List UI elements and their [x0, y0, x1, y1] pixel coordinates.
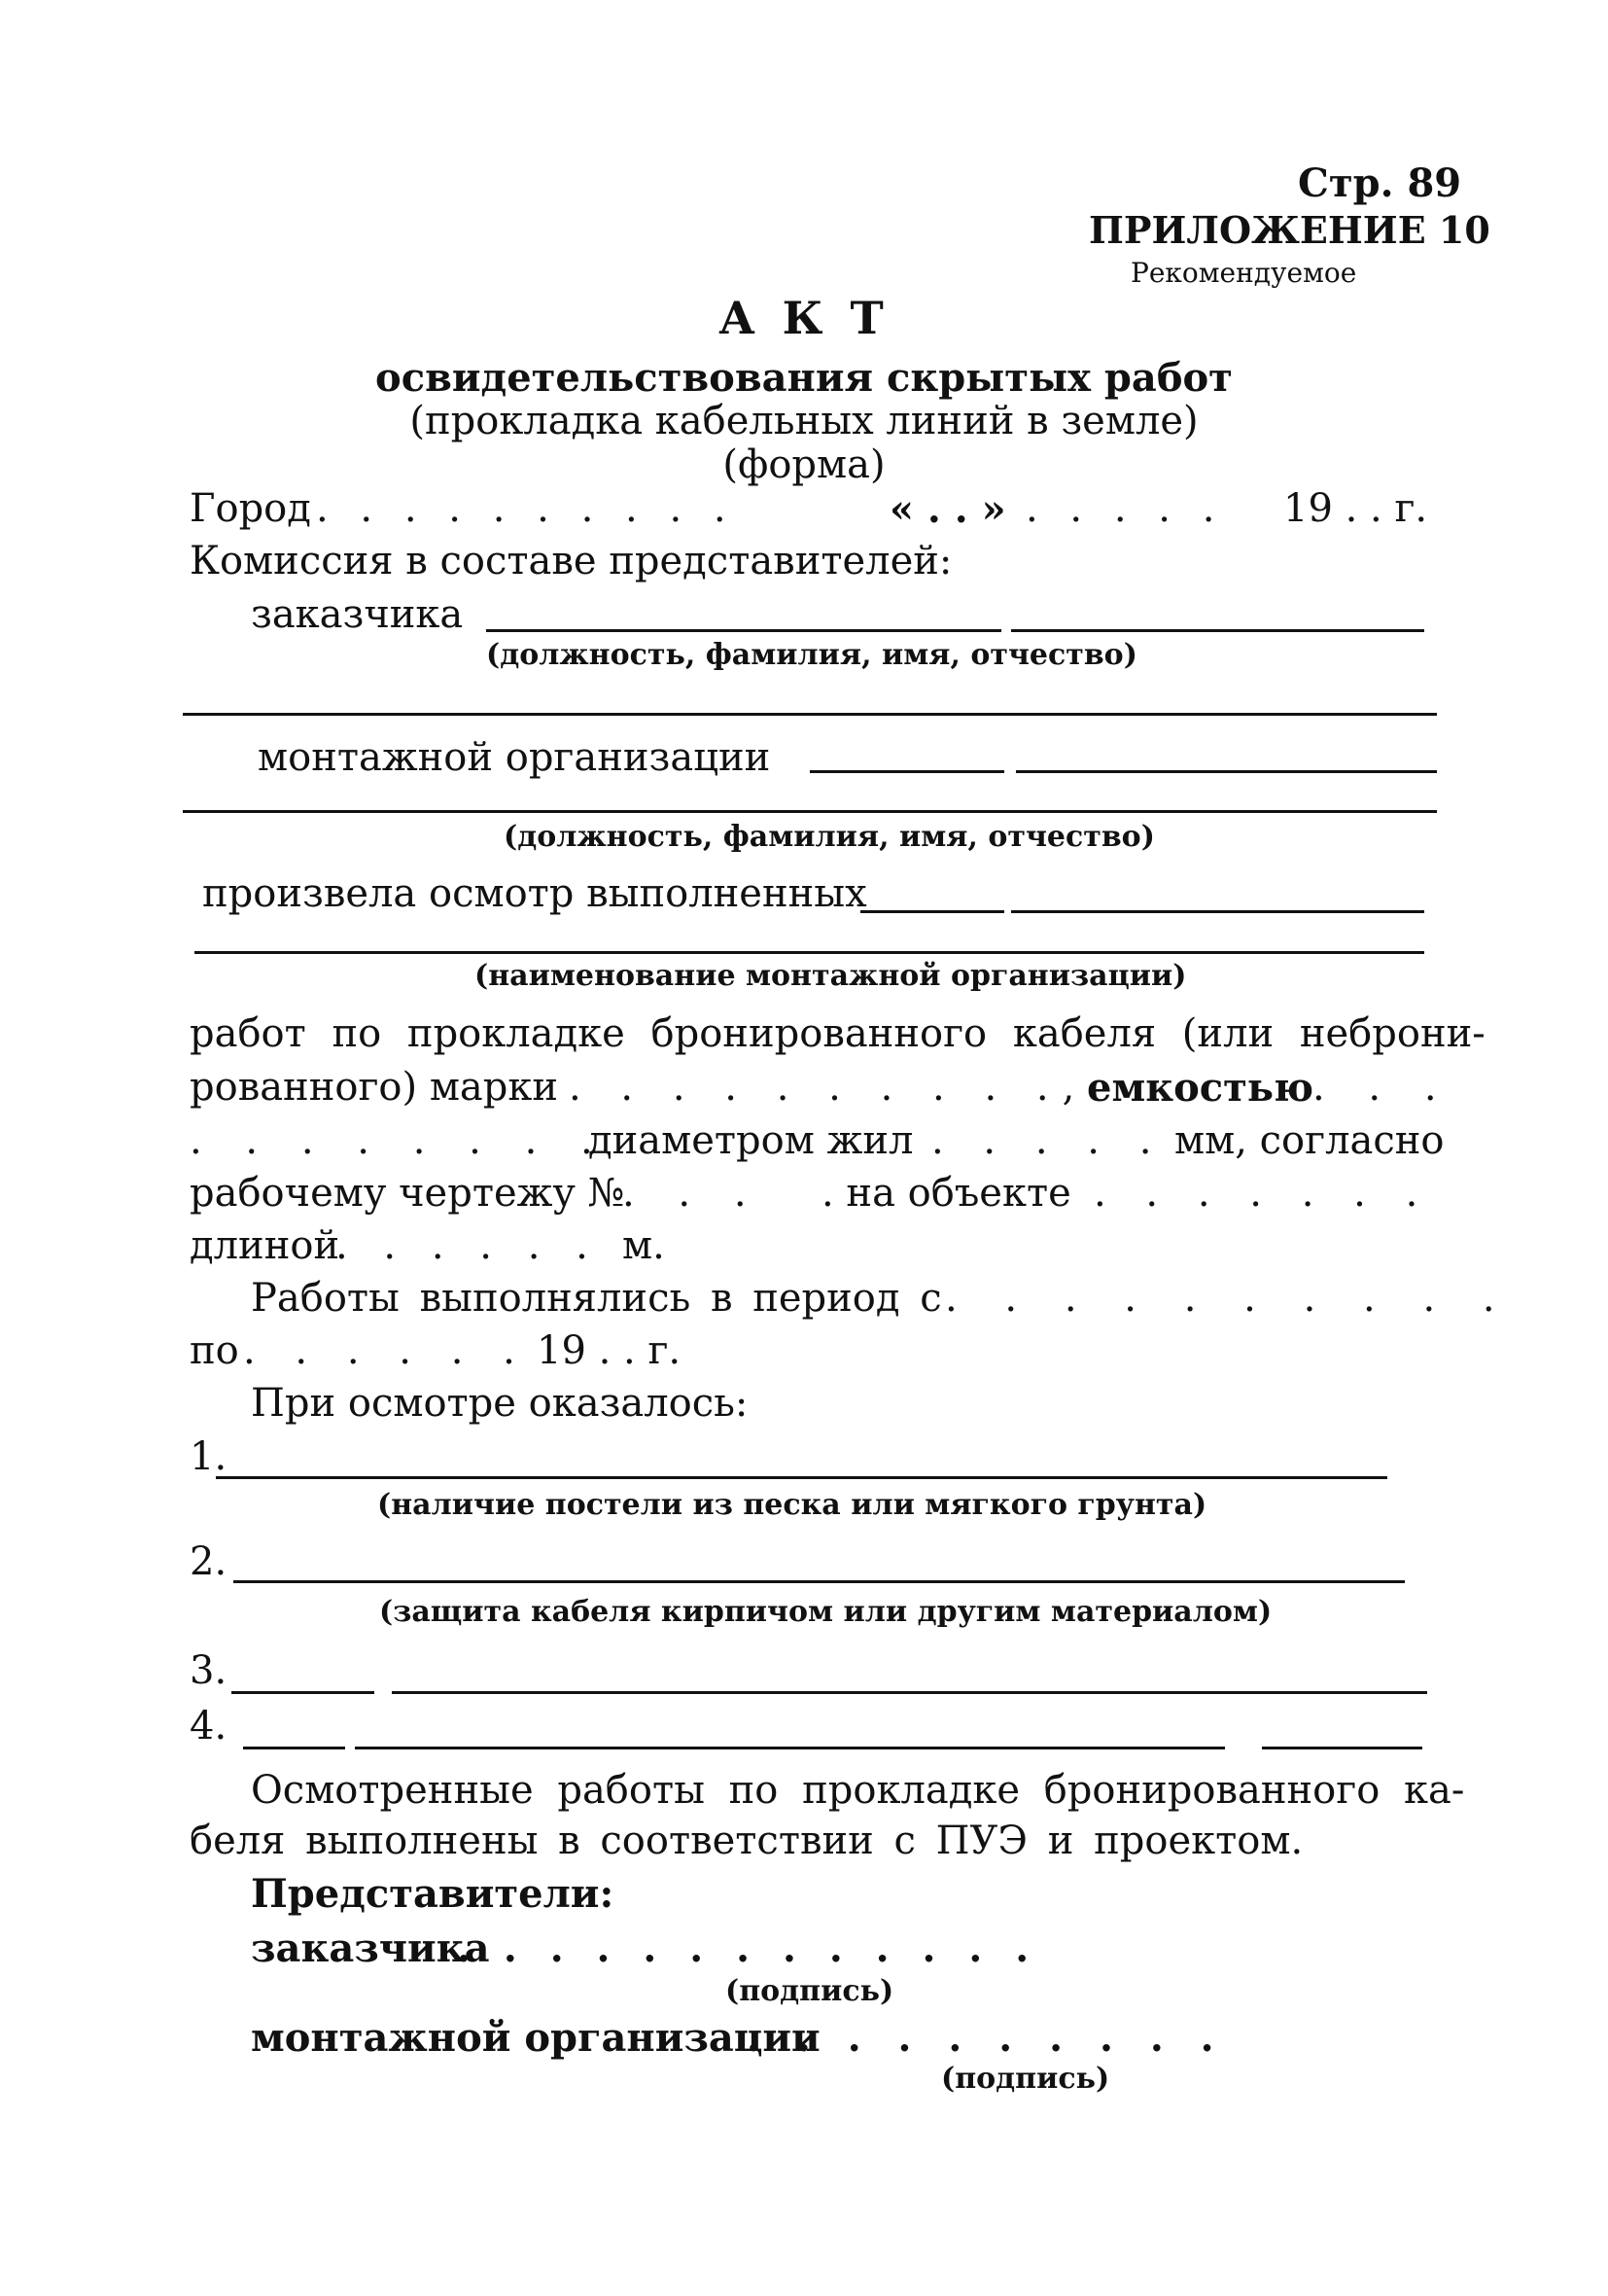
- capacity-dots-2[interactable]: . . . . . . . .: [190, 1118, 609, 1163]
- inspected-label: произвела осмотр выполненных: [202, 871, 867, 916]
- length-dots[interactable]: . . . . . .: [335, 1223, 600, 1268]
- installer-name-line-2[interactable]: [1016, 770, 1437, 773]
- act-title: А К Т: [718, 292, 890, 344]
- installer-name-line-3[interactable]: [183, 810, 1437, 813]
- finding-1-line[interactable]: [216, 1476, 1387, 1479]
- body-line-2a: рованного) марки: [190, 1065, 559, 1110]
- signature-installer-caption: (подпись): [941, 2062, 1110, 2096]
- finding-3-line-2[interactable]: [392, 1691, 1427, 1694]
- conclusion-line-2: беля выполнены в соответствии с ПУЭ и проектом.: [190, 1819, 1304, 1863]
- city-label: Город: [190, 486, 311, 531]
- period-from-dots[interactable]: . . . . . . . . . .: [945, 1276, 1513, 1321]
- installer-name-line-1[interactable]: [810, 770, 1004, 773]
- inspected-line-1[interactable]: [860, 910, 1004, 913]
- diameter-dots[interactable]: . . . . .: [931, 1118, 1166, 1163]
- inspected-line-3[interactable]: [194, 951, 1424, 954]
- object-dots[interactable]: . . . . . . .: [1094, 1171, 1432, 1216]
- drawing-number-dots[interactable]: . . .: [622, 1171, 762, 1216]
- body-line-5a: длиной: [190, 1223, 340, 1268]
- signatures-title: Представители:: [251, 1871, 614, 1917]
- body-line-1: работ по прокладке бронированного кабеля (или неброни-: [190, 1011, 1486, 1056]
- finding-4-line-1[interactable]: [243, 1747, 345, 1749]
- installer-caption: (должность, фамилия, имя, отчество): [504, 820, 1155, 854]
- finding-3-line-1[interactable]: [231, 1691, 374, 1694]
- capacity-dots[interactable]: . . .: [1312, 1065, 1452, 1110]
- commission-intro: Комиссия в составе представителей:: [190, 539, 953, 583]
- conclusion-line-1: Осмотренные работы по прокладке бронированного ка-: [251, 1768, 1465, 1813]
- finding-1-caption: (наличие постели из песка или мягкого грунта): [377, 1488, 1207, 1522]
- date-year[interactable]: 19 . . г.: [1283, 486, 1428, 531]
- act-subtitle-3: (форма): [722, 442, 886, 487]
- body-line-3a: диаметром жил: [588, 1118, 914, 1163]
- signature-customer-dots[interactable]: . . . . . . . . . . . . .: [457, 1925, 1039, 1971]
- signature-installer-label: монтажной организации: [251, 2015, 821, 2061]
- customer-caption: (должность, фамилия, имя, отчество): [486, 638, 1137, 672]
- customer-name-line-1[interactable]: [486, 629, 1001, 632]
- finding-1-number: 1.: [190, 1434, 227, 1479]
- finding-2-line[interactable]: [233, 1580, 1405, 1583]
- act-subtitle-2: (прокладка кабельных линий в земле): [409, 399, 1199, 443]
- customer-label: заказчика: [251, 592, 464, 637]
- period-to-dots[interactable]: . . . . . .: [243, 1328, 529, 1373]
- signature-installer-dots[interactable]: . . . . . . . . . .: [747, 2015, 1226, 2061]
- date-month-dots[interactable]: . . . . .: [1026, 486, 1225, 531]
- period-to-label: по: [190, 1328, 239, 1373]
- body-line-5b: м.: [622, 1223, 665, 1268]
- finding-2-caption: (защита кабеля кирпичом или другим материалом): [379, 1595, 1273, 1629]
- period-label: Работы выполнялись в период с: [251, 1276, 942, 1321]
- body-line-4b: . на объекте: [821, 1171, 1071, 1216]
- page-number: Стр. 89: [1298, 160, 1462, 206]
- customer-name-line-3[interactable]: [183, 713, 1437, 716]
- found-label: При осмотре оказалось:: [251, 1381, 749, 1426]
- recommended-label: Рекомендуемое: [1131, 257, 1357, 289]
- finding-3-number: 3.: [190, 1648, 227, 1693]
- finding-4-line-2[interactable]: [355, 1747, 1225, 1749]
- act-subtitle-1: освидетельствования скрытых работ: [375, 355, 1233, 401]
- finding-4-line-3[interactable]: [1262, 1747, 1422, 1749]
- signature-customer-caption: (подпись): [725, 1974, 894, 2008]
- body-line-2b: емкостью: [1087, 1065, 1314, 1111]
- finding-2-number: 2.: [190, 1539, 227, 1584]
- inspected-line-2[interactable]: [1011, 910, 1424, 913]
- finding-4-number: 4.: [190, 1704, 227, 1748]
- customer-name-line-2[interactable]: [1011, 629, 1424, 632]
- installer-label: монтажной организации: [258, 735, 771, 780]
- date-day-field[interactable]: « . . »: [890, 486, 1006, 532]
- signature-customer-label: заказчика: [251, 1925, 490, 1971]
- body-line-3b: мм, согласно: [1174, 1118, 1445, 1163]
- period-year[interactable]: 19 . . г.: [537, 1328, 682, 1373]
- appendix-label: ПРИЛОЖЕНИЕ 10: [1089, 208, 1490, 252]
- city-dots[interactable]: . . . . . . . . . .: [316, 486, 736, 531]
- body-line-4a: рабочему чертежу №: [190, 1171, 625, 1216]
- inspected-caption: (наименование монтажной организации): [474, 959, 1187, 993]
- cable-mark-dots[interactable]: . . . . . . . . . .,: [569, 1065, 1089, 1110]
